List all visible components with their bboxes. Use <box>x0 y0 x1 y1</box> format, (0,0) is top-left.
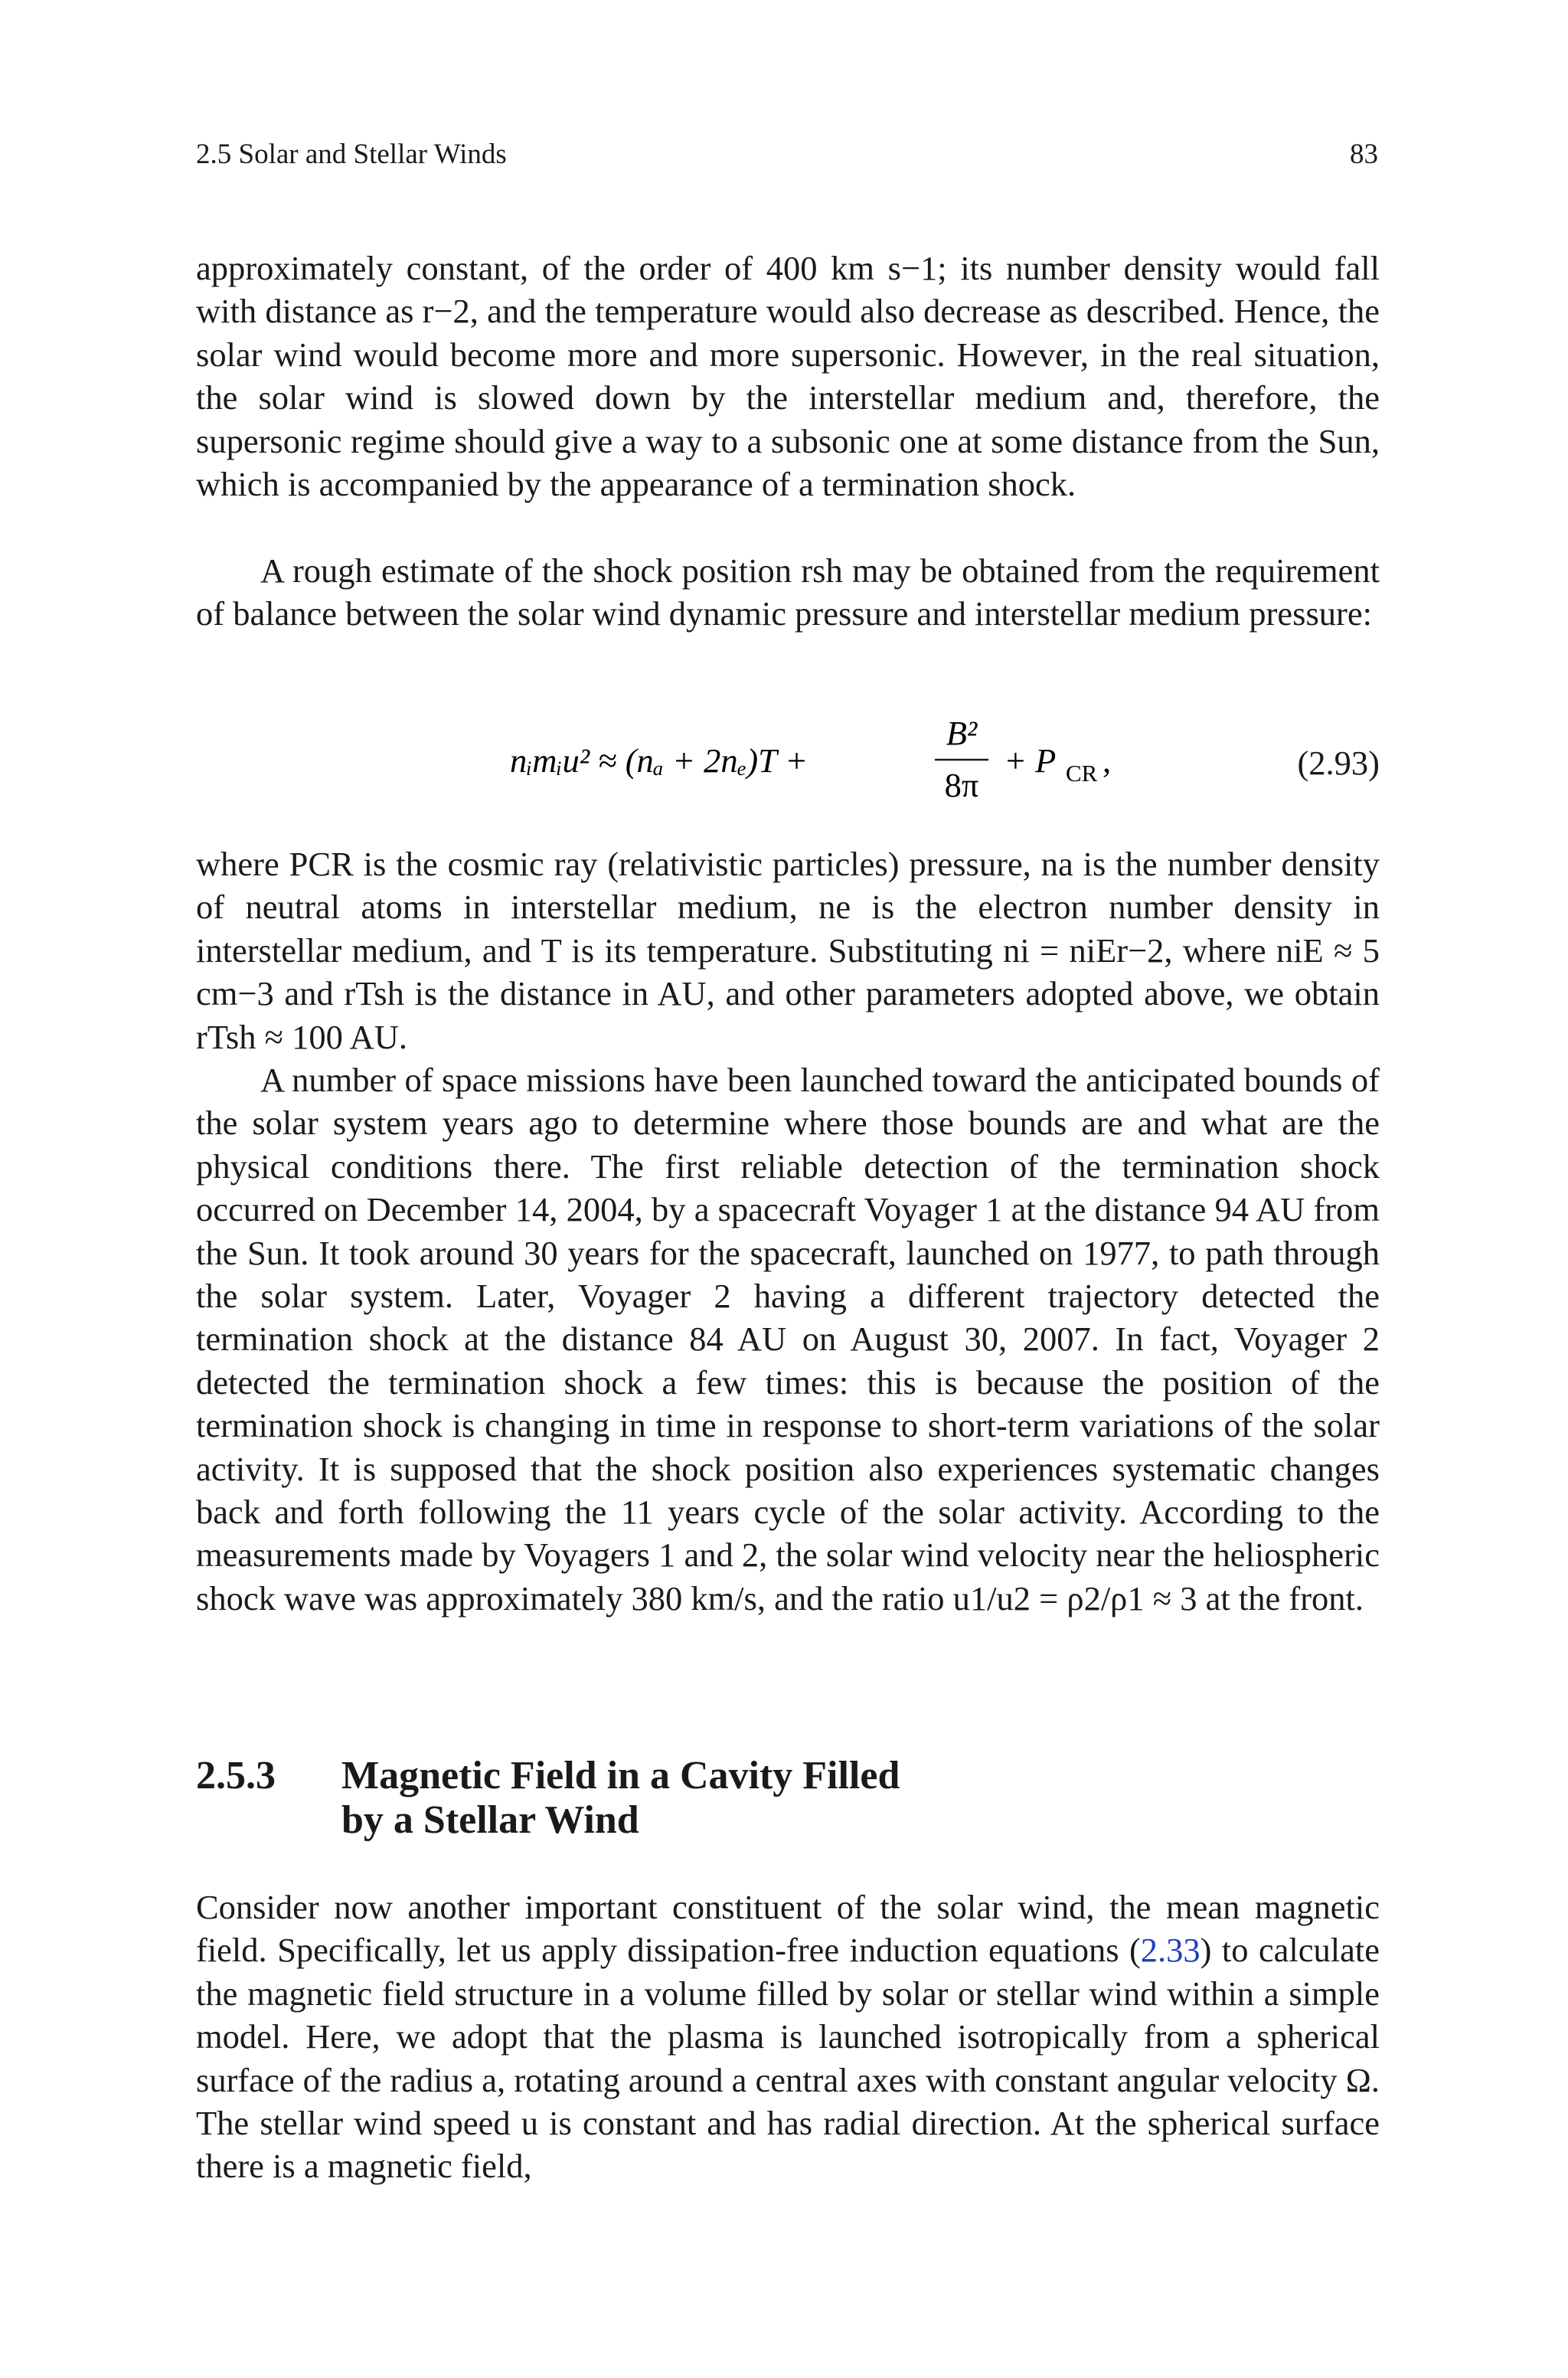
paragraph-5-block <box>196 1886 1380 2188</box>
paragraph-1: approximately constant, of the order of 400 km s−1; its number density would fall with distance as r−2, and the temperature would also decrease as described. Hence, the solar wind would become more and more supersonic. However, in the real situation, the solar wind is slowed down by the interstellar medium and, therefore, the supersonic regime should give a way to a subsonic one at some distance from the Sun, which is accompanied by the appearance of a termination shock. <box>196 249 1380 504</box>
section-heading <box>196 1754 1184 1843</box>
equation-fraction-denominator: 8π <box>944 766 979 804</box>
paragraph-3-block <box>196 842 1380 1058</box>
equation-svg <box>479 712 1245 812</box>
equation-rhs-tail: , <box>1102 741 1112 780</box>
paragraph-5-text-b: ) to calculate the magnetic field structure in a volume filled by solar or stellar wind within a simple model. Here, we adopt that the plasma is launched isotropically from a spherical surface of the radius a, rotating around a central axes with constant angular velocity Ω. The stellar wind speed u is constant and has radial direction. At the spherical surface there is a magnetic field, <box>196 1931 1380 2186</box>
paragraph-1-block <box>196 247 1380 505</box>
running-header <box>196 138 1378 176</box>
section-title-line-2: by a Stellar Wind <box>341 1798 639 1842</box>
section-title-line-1: Magnetic Field in a Cavity Filled <box>341 1754 900 1797</box>
paragraph-5-text-a: Consider now another important constituent of the solar wind, the mean magnetic field. Specifically, let us apply dissipation-free induction equations ( <box>196 1888 1380 1970</box>
equation-rhs: + P <box>1004 741 1057 780</box>
section-title <box>341 1754 1184 1843</box>
section-number: 2.5.3 <box>196 1754 276 1797</box>
equation-reference-link[interactable]: 2.33 <box>1140 1931 1200 1970</box>
paragraph-3: where PCR is the cosmic ray (relativistic particles) pressure, na is the number density of neutral atoms in interstellar medium, ne is the electron number density in interstellar medium, and T is its temperature. Substituting ni = niEr−2, where niE ≈ 5 cm−3 and rTsh is the distance in AU, and other parameters adopted above, we obtain rTsh ≈ 100 AU. <box>196 845 1380 1056</box>
paragraph-2: A rough estimate of the shock position rsh may be obtained from the requirement of balance between the solar wind dynamic pressure and interstellar medium pressure: <box>196 551 1380 633</box>
page-number: 83 <box>1350 139 1378 170</box>
equation-number: (2.93) <box>1297 744 1380 782</box>
equation-rhs-subscript: CR <box>1066 760 1098 787</box>
equation-lhs: nᵢmᵢu² ≈ (nₐ + 2nₑ)T + <box>510 741 808 780</box>
equation-2-93 <box>196 712 1380 812</box>
paragraph-4: A number of space missions have been launched toward the anticipated bounds of the solar system years ago to determine where those bounds are and what are the physical conditions there. The first reliable detection of the termination shock occurred on December 14, 2004, by a spacecraft Voyager 1 at the distance 94 AU from the Sun. It took around 30 years for the spacecraft, launched on 1977, to path through the solar system. Later, Voyager 2 having a different trajectory detected the termination shock at the distance 84 AU on August 30, 2007. In fact, Voyager 2 detected the termination shock a few times: this is because the position of the termination shock is changing in time in response to short-term variations of the solar activity. It is supposed that the shock position also experiences systematic changes back and forth following the 11 years cycle of the solar activity. According to the measurements made by Voyagers 1 and 2, the solar wind velocity near the heliospheric shock wave was approximately 380 km/s, and the ratio u1/u2 = ρ2/ρ1 ≈ 3 at the front. <box>196 1061 1380 1617</box>
running-title: 2.5 Solar and Stellar Winds <box>196 139 507 170</box>
paragraph-2-block <box>196 549 1380 636</box>
paragraph-4-block <box>196 1058 1380 1620</box>
paragraph-5 <box>196 1886 1380 2188</box>
equation-body <box>479 712 1245 812</box>
equation-fraction-numerator: B² <box>946 714 978 752</box>
